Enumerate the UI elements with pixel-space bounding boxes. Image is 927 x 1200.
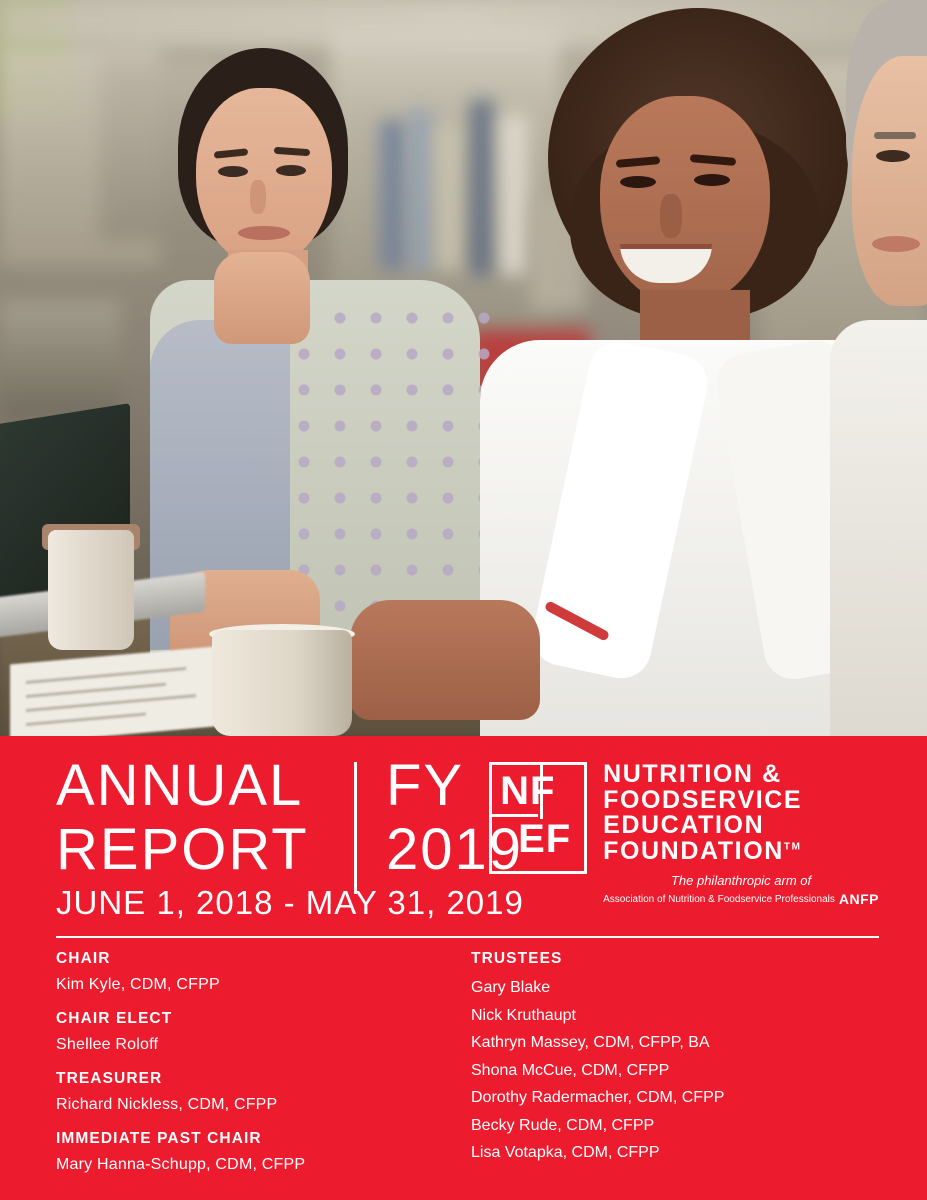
anfp-logo-icon: ANFP	[838, 891, 879, 907]
officer-entry	[56, 1070, 471, 1114]
person-center-hand	[350, 600, 540, 720]
trustees-title: TRUSTEES	[471, 950, 563, 967]
org-name-line-4-text: FOUNDATION	[603, 836, 784, 865]
background-shelf	[0, 300, 120, 420]
board-listing	[56, 950, 886, 1190]
coffee-cup-small	[48, 530, 134, 650]
background-book	[500, 115, 528, 275]
person-left-eye	[276, 165, 306, 176]
officer-name: Richard Nickless, CDM, CFPP	[56, 1096, 278, 1113]
person-center-nose	[660, 194, 682, 238]
officer-role: IMMEDIATE PAST CHAIR	[56, 1130, 262, 1147]
trustee-name: Shona McCue, CDM, CFPP	[471, 1061, 670, 1079]
officer-entry	[56, 1130, 471, 1174]
officer-entry	[56, 950, 471, 994]
trustee-name: Gary Blake	[471, 979, 551, 996]
officer-role: CHAIR ELECT	[56, 1010, 173, 1027]
person-left-eye	[218, 166, 248, 177]
officer-name: Shellee Roloff	[56, 1036, 159, 1053]
trustee-name: Dorothy Radermacher, CDM, CFPP	[471, 1089, 725, 1106]
background-book	[435, 125, 465, 270]
title-fy: FY	[386, 753, 465, 818]
org-name-line-1: NUTRITION &	[603, 760, 782, 788]
nfef-monogram-icon	[489, 762, 587, 874]
person-left-lips	[238, 226, 290, 240]
person-center-eye	[620, 176, 656, 188]
background-book	[470, 100, 494, 275]
officers-column	[56, 950, 471, 1190]
title-year: 2019	[386, 817, 524, 882]
person-right-eye	[876, 150, 910, 162]
section-divider	[56, 936, 879, 938]
title-divider	[354, 762, 357, 894]
parent-organization	[603, 891, 879, 907]
officer-name: Kim Kyle, CDM, CFPP	[56, 976, 220, 993]
org-name-line-3: EDUCATION	[603, 811, 765, 839]
org-name-line-4	[603, 836, 879, 865]
trustee-name: Nick Kruthaupt	[471, 1006, 576, 1024]
organization-name	[603, 762, 879, 864]
monogram-top-letters: NF	[500, 769, 556, 813]
coffee-cup-large	[212, 630, 352, 736]
officer-name: Mary Hanna-Schupp, CDM, CFPP	[56, 1156, 306, 1173]
person-left-nose	[250, 180, 266, 214]
trustee-name: Becky Rude, CDM, CFPP	[471, 1116, 655, 1134]
person-right-lips	[872, 236, 920, 252]
cover-info-band	[0, 736, 927, 1200]
logo-tagline: The philanthropic arm of	[670, 873, 812, 888]
officer-role: CHAIR	[56, 950, 111, 967]
nfef-logo	[489, 762, 879, 907]
person-right-shirt	[830, 320, 927, 736]
trustee-name: Lisa Votapka, CDM, CFPP	[471, 1144, 660, 1161]
officer-entry	[56, 1010, 471, 1054]
report-title	[56, 753, 524, 882]
title-annual: ANNUAL	[56, 753, 304, 818]
background-book	[380, 120, 406, 270]
person-right-eyebrow	[874, 132, 916, 139]
officer-role: TREASURER	[56, 1070, 163, 1087]
report-date-range: JUNE 1, 2018 - MAY 31, 2019	[56, 884, 524, 921]
trademark-symbol: TM	[783, 841, 802, 853]
parent-org-name: Association of Nutrition & Foodservice Professionals	[603, 893, 835, 905]
background-book	[410, 110, 432, 270]
trustee-name: Kathryn Massey, CDM, CFPP, BA	[471, 1034, 710, 1051]
title-report: REPORT	[56, 817, 309, 882]
trustees-column	[471, 950, 886, 1190]
monogram-bottom-letters: EF	[518, 817, 572, 861]
person-center-eye	[694, 174, 730, 186]
person-left-hand	[214, 252, 310, 344]
org-name-line-2: FOODSERVICE	[603, 785, 803, 814]
